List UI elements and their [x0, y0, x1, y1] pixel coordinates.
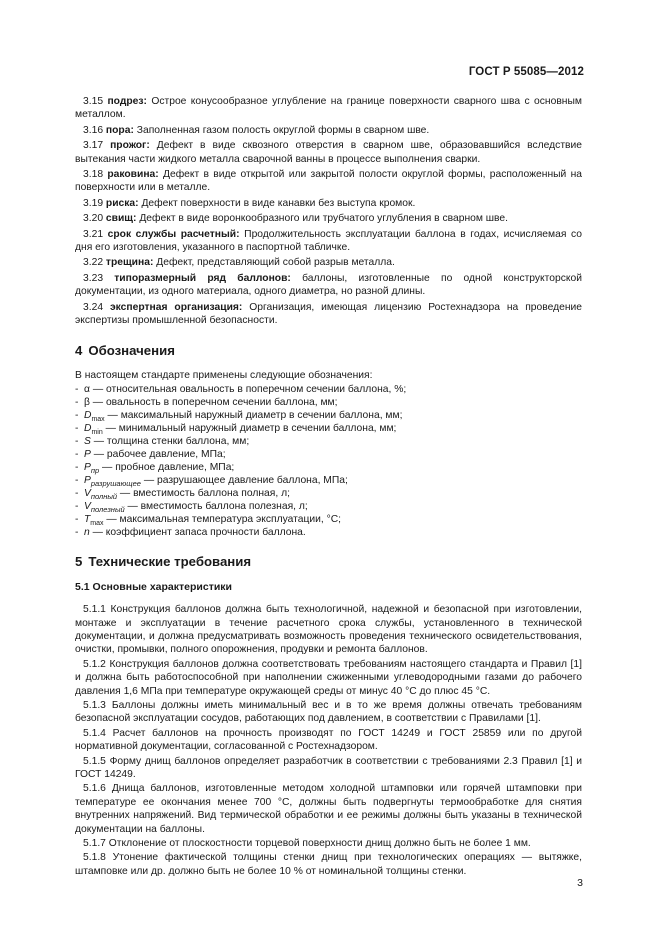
symbol: D [84, 423, 92, 435]
section-title: Технические требования [88, 554, 252, 570]
definition-item [75, 95, 582, 122]
definition-text: Организация, имеющая лицензию Ростехнадзора на проведение экспертизы промышленной безопасности. [75, 301, 582, 327]
definition-number: 3.16 [83, 124, 104, 136]
requirement-paragraph [75, 782, 582, 836]
symbol-description: — овальность в поперечном сечении баллона, мм; [89, 397, 338, 409]
section-4-intro: В настоящем стандарте применены следующие обозначения: [75, 369, 373, 381]
definitions-list [75, 95, 582, 328]
paragraph-number: 5.1.7 [83, 838, 106, 850]
symbol-description: — толщина стенки баллона, мм; [90, 436, 250, 448]
symbol-item: - $V_{полный}$ — вместимость баллона полная, л; [75, 488, 290, 502]
symbol: T [84, 514, 91, 526]
symbols-list [75, 383, 582, 539]
paragraph-text: Баллоны должны иметь минимальный вес и в то же время должны отвечать требованиям безопасной эксплуатации сосудов, работающих под давлением, в соответствии с Правилами [1]. [75, 699, 582, 725]
symbol-description: — относительная овальность в поперечном сечении баллона, %; [89, 384, 407, 396]
definition-number: 3.23 [83, 272, 104, 284]
definition-text: Дефект поверхности в виде канавки без выступа кромок. [141, 197, 416, 209]
paragraph-number: 5.1.8 [83, 852, 106, 864]
section-number: 4 [75, 342, 83, 358]
definition-item [75, 212, 582, 225]
section-4-heading [75, 344, 582, 357]
definition-item [75, 139, 582, 166]
symbol-item: - $V_{полезный}$ — вместимость баллона полезная, л; [75, 501, 308, 515]
paragraph-text: Днища баллонов, изготовленные методом холодной штамповки или горячей штамповки при температуре ее окончания менее 700 °С, должны быть подвергнуты термообработке для снятия внутренних напряжений. Вид термической обработки и ее режимы должны быть указаны в технической документации на баллоны. [75, 783, 582, 835]
symbol: D [84, 410, 92, 422]
symbol: V [84, 501, 91, 513]
requirement-paragraph [75, 755, 582, 782]
definition-term: пора: [105, 124, 134, 136]
definition-text: Дефект в виде воронкообразного или трубчатого углубления в сварном шве. [139, 213, 509, 225]
symbol-item: - P — рабочее давление, МПа; [75, 449, 226, 461]
symbol-subscript: полный [90, 492, 118, 502]
definition-item [75, 168, 582, 195]
paragraph-number: 5.1.4 [83, 727, 106, 739]
definition-term: подрез: [107, 96, 147, 107]
standard-header: ГОСТ Р 55085—2012 [468, 66, 584, 78]
paragraph-number: 5.1.3 [83, 699, 106, 711]
subsection-heading [75, 581, 582, 594]
symbol-item: - n — коэффициент запаса прочности баллона. [75, 527, 306, 539]
symbol-subscript: max [91, 416, 105, 424]
requirement-paragraph [75, 603, 582, 657]
paragraph-text: Утонение фактической толщины стенки днищ при технологических операциях — вытяжке, штамповке или др. должно быть не более 10 % от номинальной толщины стенки. [75, 852, 582, 877]
requirement-paragraph [75, 658, 582, 698]
definition-term: свищ: [105, 213, 137, 225]
definition-text: Дефект в виде сквозного отверстия в сварном шве, образовавшийся вследствие вытекания части жидкого металла сварочной ванны в процессе выполнения сварки. [75, 140, 582, 165]
symbol-item: - $P_{пр}$ — пробное давление, МПа; [75, 462, 235, 476]
subsection-title: Основные характеристики [92, 580, 232, 593]
requirement-paragraph [75, 837, 582, 850]
definition-term: типоразмерный ряд баллонов: [114, 272, 291, 284]
definition-item [75, 197, 582, 210]
symbol-item: - β — овальность в поперечном сечении баллона, мм; [75, 397, 338, 409]
symbol-description: — максимальная температура эксплуатации, °С; [103, 514, 342, 526]
definition-item [75, 228, 582, 255]
section-number: 5 [75, 554, 83, 570]
definition-number: 3.17 [83, 140, 104, 152]
definition-number: 3.20 [83, 213, 104, 225]
definition-item [75, 272, 582, 299]
symbol: P [84, 449, 91, 461]
symbol-subscript: пр [90, 466, 100, 476]
requirements-list [75, 603, 582, 878]
symbol-description: — максимальный наружный диаметр в сечении баллона, мм; [104, 410, 403, 422]
symbol-description: — коэффициент запаса прочности баллона. [89, 527, 306, 539]
definition-term: прожог: [110, 140, 150, 152]
requirement-paragraph [75, 699, 582, 726]
page-content [75, 95, 582, 879]
definition-text: Заполненная газом полость округлой формы в сварном шве. [136, 124, 430, 136]
symbol-description: — пробное давление, МПа; [99, 462, 235, 474]
symbol-item: - $D_{max}$ — максимальный наружный диаметр в сечении баллона, мм; [75, 410, 403, 424]
definition-number: 3.15 [83, 96, 104, 107]
definition-number: 3.18 [83, 169, 104, 181]
paragraph-number: 5.1.6 [83, 783, 106, 795]
definition-item [75, 301, 582, 328]
definition-number: 3.22 [83, 257, 104, 269]
paragraph-number: 5.1.2 [83, 658, 106, 670]
symbol: P [84, 462, 91, 474]
requirement-paragraph [75, 851, 582, 878]
paragraph-text: Форму днищ баллонов определяет разработчик в соответствии с требованиями 2.3 Правил [1] и ГОСТ 14249. [75, 755, 582, 780]
symbol-item: - α — относительная овальность в поперечном сечении баллона, %; [75, 384, 407, 396]
requirement-paragraph [75, 727, 582, 754]
paragraph-text: Конструкция баллонов должна соответствовать требованиям настоящего стандарта и Правил [1] и должна быть работоспособной при наполнении сжиженными углеводородными газами до рабочего давления 1,6 МПа при температуре окружающей среды от минус 40 °С до плюс 45 °С. [75, 658, 582, 697]
definition-text: Продолжительность эксплуатации баллона в годах, исчисляемая со дня его изготовления, указанного в паспортной табличке. [75, 228, 582, 254]
definition-term: срок службы расчетный: [107, 228, 240, 240]
symbol: S [84, 436, 91, 448]
subsection-number: 5.1 [75, 580, 90, 593]
symbol-description: — разрушающее давление баллона, МПа; [140, 475, 348, 487]
paragraph-text: Конструкция баллонов должна быть технологичной, надежной и безопасной при изготовлении, монтаже и эксплуатации в течение расчетного срока службы, установленного в технической документации, и должна предусматривать возможность проведения технического освидетельствования, очистки, промывки, полного опорожнения, продувки и ремонта баллонов. [75, 604, 582, 656]
symbol-description: — вместимость баллона полная, л; [117, 488, 290, 500]
paragraph-number: 5.1.5 [83, 755, 106, 767]
symbol-item: - $P_{разрушающее}$ — разрушающее давление баллона, МПа; [75, 475, 348, 489]
definition-item [75, 124, 582, 137]
symbol: β [84, 397, 90, 409]
paragraph-text: Отклонение от плоскостности торцевой поверхности днищ должно быть не более 1 мм. [108, 838, 531, 850]
definition-term: экспертная организация: [109, 301, 243, 313]
symbol: n [84, 527, 90, 539]
symbol-subscript: max [90, 520, 104, 528]
definition-term: трещина: [105, 257, 154, 269]
definition-text: Дефект, представляющий собой разрыв металла. [156, 257, 395, 269]
symbol-description: — минимальный наружный диаметр в сечении баллона, мм; [102, 423, 397, 435]
symbol-item: - S — толщина стенки баллона, мм; [75, 436, 250, 448]
definition-term: раковина: [107, 169, 159, 181]
section-5-heading [75, 555, 582, 568]
symbol-description: — рабочее давление, МПа; [90, 449, 226, 461]
symbol-item: - $T_{max}$ — максимальная температура эксплуатации, °С; [75, 514, 342, 528]
symbol-description: — вместимость баллона полезная, л; [124, 501, 308, 513]
definition-text: Дефект в виде открытой или закрытой полости округлой формы, расположенный на поверхности или в металле. [75, 169, 582, 194]
definition-text: баллоны, изготовленные по одной конструкторской документации, из одного материала, одного диаметра, но разной длины. [75, 272, 582, 298]
definition-term: риска: [105, 197, 139, 209]
definition-number: 3.19 [83, 197, 104, 209]
paragraph-text: Расчет баллонов на прочность производят по ГОСТ 14249 и ГОСТ 25859 или по другой нормативной документации, согласованной с Ростехнадзором. [75, 727, 582, 753]
symbol-subscript: min [91, 429, 103, 437]
paragraph-number: 5.1.1 [83, 604, 106, 616]
page-number: 3 [577, 877, 583, 889]
symbol: P [84, 475, 91, 487]
definition-number: 3.21 [83, 228, 104, 240]
symbol-subscript: полезный [90, 505, 125, 515]
definition-number: 3.24 [83, 301, 104, 313]
symbol-item: - $D_{min}$ — минимальный наружный диаметр в сечении баллона, мм; [75, 423, 397, 437]
definition-item [75, 256, 582, 269]
section-title: Обозначения [88, 342, 175, 358]
symbol-subscript: разрушающее [90, 479, 141, 489]
definition-text: Острое конусообразное углубление на границе поверхности сварного шва с основным металлом. [75, 96, 582, 121]
symbol: α [84, 384, 90, 396]
symbol: V [84, 488, 91, 500]
